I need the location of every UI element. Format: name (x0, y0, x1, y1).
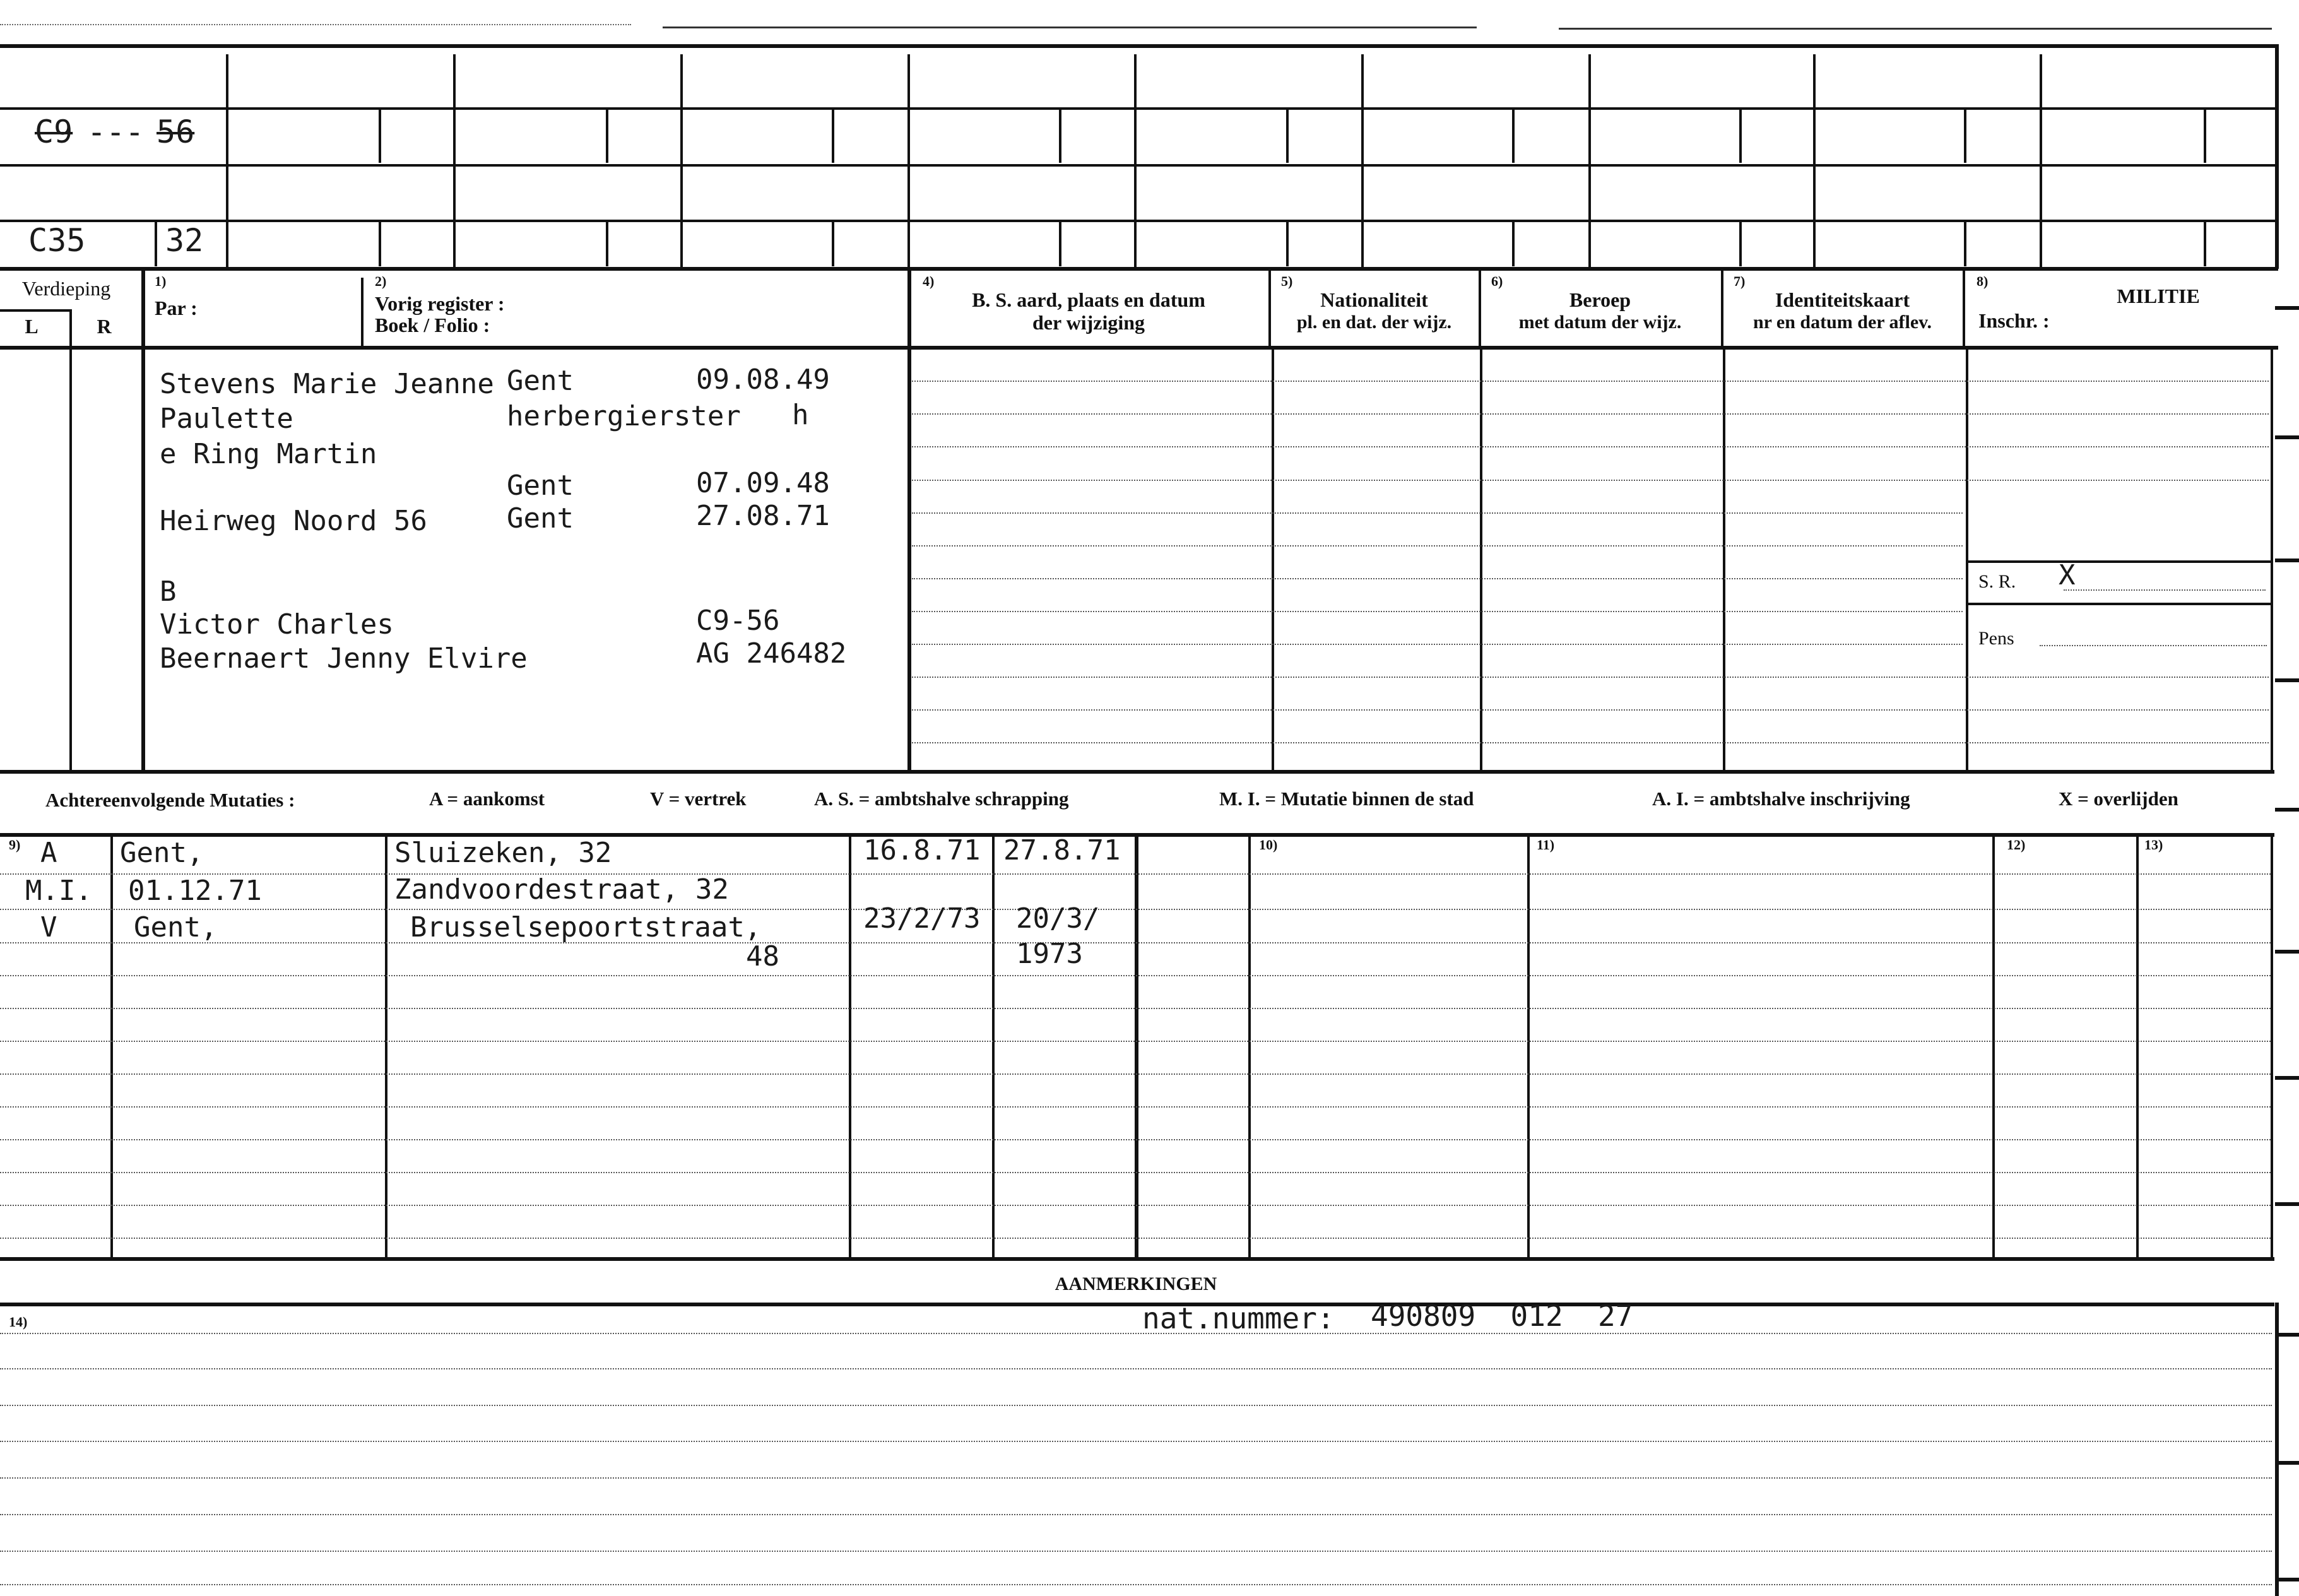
mutation-type: A (40, 837, 57, 869)
national-number-label: nat.nummer: (1142, 1301, 1335, 1335)
mutation-place: 01.12.71 (128, 875, 262, 907)
occupation-mark: h (792, 399, 809, 431)
birth-place: Gent (507, 365, 574, 397)
scan-mark (1559, 28, 2272, 30)
sr-value: X (2059, 559, 2076, 591)
legend-inschrijving: A. I. = ambtshalve inschrijving (1652, 788, 1910, 810)
mutation-date-2: 20/3/ (1016, 902, 1100, 935)
mutation-place: Gent, (134, 911, 218, 943)
legend-vertrek: V = vertrek (650, 788, 747, 810)
mutation-col-12-number: 12) (2007, 837, 2026, 853)
bs-header-line1: B. S. aard, plaats en datum (972, 288, 1205, 311)
person-name-line2: Paulette (160, 403, 293, 435)
nationality-header-line1: Nationaliteit (1320, 288, 1428, 311)
national-number-value: 490809 012 27 (1371, 1299, 1633, 1333)
inschr-label: Inschr. : (1978, 309, 2050, 332)
pens-label: Pens (1978, 628, 2014, 649)
legend-overlijden: X = overlijden (2059, 788, 2178, 810)
occupation: herbergierster (507, 400, 741, 432)
register-code: C35 (28, 222, 86, 259)
mother-reference: AG 246482 (696, 637, 847, 670)
par-number: 1) (155, 273, 167, 289)
birth-date: 09.08.49 (696, 364, 830, 396)
spouse-date: 07.09.48 (696, 467, 830, 499)
mutation-date-1: 23/2/73 (863, 902, 981, 935)
person-name-line1: Stevens Marie Jeanne (160, 368, 494, 400)
mutation-date-2-continued: 1973 (1016, 938, 1083, 970)
legend-title: Achtereenvolgende Mutaties : (45, 789, 295, 811)
verdieping-label: Verdieping (21, 277, 111, 300)
address-date: 27.08.71 (696, 500, 830, 532)
mutation-street: Brusselsepoortstraat, (410, 911, 762, 943)
verdieping-l-label: L (25, 315, 38, 338)
bs-header-line2: der wijziging (1032, 311, 1145, 334)
mutation-col-9-number: 9) (9, 837, 21, 853)
mutation-place: Gent, (120, 837, 204, 869)
legend-schrapping: A. S. = ambtshalve schrapping (814, 788, 1069, 810)
id-card-header-line1: Identiteitskaart (1775, 288, 1910, 311)
scan-mark (663, 27, 1477, 28)
profession-header-line1: Beroep (1569, 288, 1631, 311)
address-place: Gent (507, 502, 574, 535)
old-register-code: C9 (35, 114, 73, 150)
par-label: Par : (155, 297, 198, 319)
sr-label: S. R. (1978, 571, 2016, 592)
mutation-date-1: 16.8.71 (863, 834, 981, 866)
militie-number: 8) (1977, 273, 1989, 289)
old-register-number: 56 (157, 114, 195, 150)
boek-folio-label: Boek / Folio : (375, 314, 490, 336)
mutation-type: V (40, 911, 57, 943)
mother-name: Beernaert Jenny Elvire (160, 642, 528, 675)
profession-header-line2: met datum der wijz. (1518, 312, 1682, 333)
id-card-number: 7) (1734, 273, 1746, 289)
spouse-place: Gent (507, 470, 574, 502)
spouse-name: e Ring Martin (160, 438, 377, 470)
remarks-number: 14) (9, 1314, 28, 1330)
address: Heirweg Noord 56 (160, 505, 427, 537)
legend-mutatie-stad: M. I. = Mutatie binnen de stad (1219, 788, 1474, 810)
remarks-title: AANMERKINGEN (1055, 1274, 1217, 1294)
vorig-register-label: Vorig register : (375, 292, 505, 315)
legend-aankomst: A = aankomst (429, 788, 545, 810)
register-number: 32 (165, 222, 204, 259)
mutation-street: Zandvoordestraat, 32 (394, 873, 729, 906)
mutation-col-10-number: 10) (1259, 837, 1278, 853)
militie-header: MILITIE (2117, 285, 2200, 307)
id-card-header-line2: nr en datum der aflev. (1752, 312, 1932, 333)
father-reference: C9-56 (696, 605, 780, 637)
mutation-type: M.I. (25, 875, 92, 907)
old-register-dash: --- (87, 114, 145, 150)
verdieping-r-label: R (97, 315, 112, 338)
mutation-col-13-number: 13) (2144, 837, 2163, 853)
scan-mark (0, 24, 631, 25)
nationality-number: 5) (1281, 273, 1293, 289)
mutation-street-continued: 48 (746, 940, 779, 972)
father-name: Victor Charles (160, 608, 394, 641)
profession-number: 6) (1491, 273, 1503, 289)
vorig-register-number: 2) (375, 273, 387, 289)
nationality-header-line2: pl. en dat. der wijz. (1296, 312, 1452, 333)
section-letter: B (160, 576, 177, 608)
bs-number: 4) (923, 273, 935, 289)
mutation-street: Sluizeken, 32 (394, 837, 612, 869)
mutation-date-2: 27.8.71 (1003, 834, 1121, 866)
mutation-col-11-number: 11) (1537, 837, 1555, 853)
